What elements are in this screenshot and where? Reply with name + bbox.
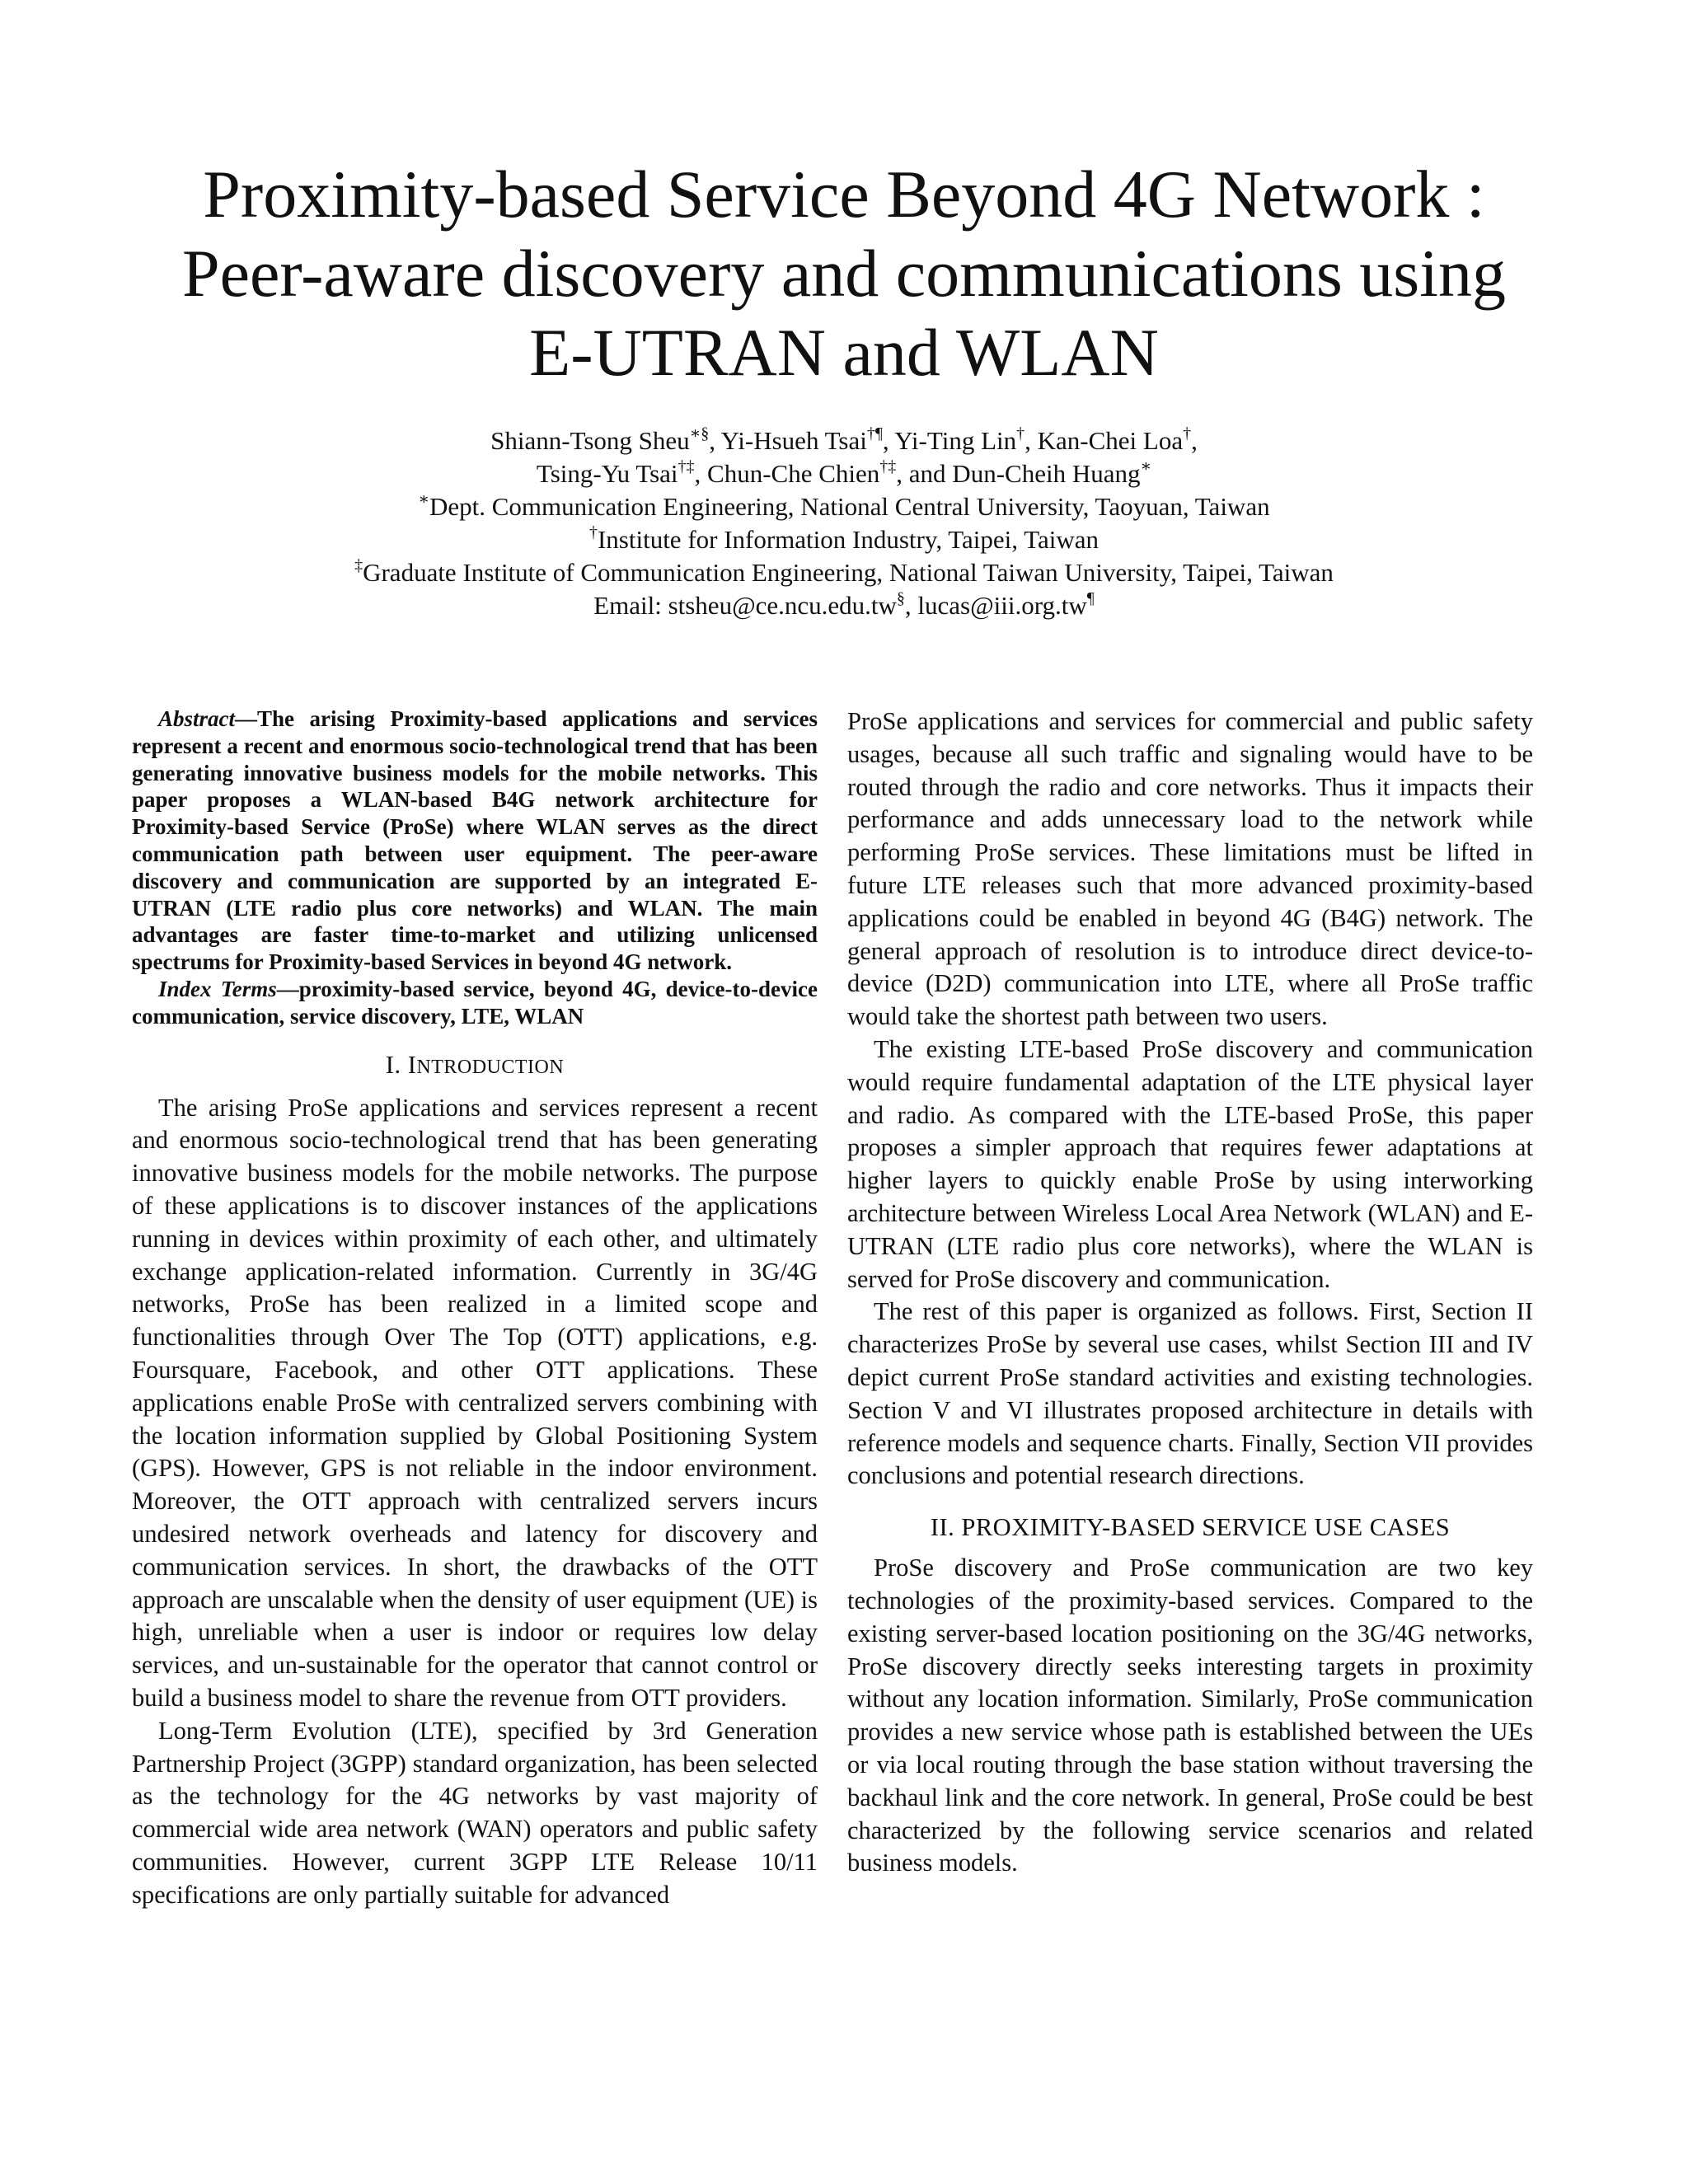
affiliation-mark: †‡ [879,457,897,476]
author-text: Email: stsheu@ce.ncu.edu.tw [593,591,897,620]
author-text: , and Dun-Cheih Huang [896,459,1141,488]
affiliation-mark: ∗ [418,490,429,509]
paragraph: Long-Term Evolution (LTE), specified by 3rd Generation Partnership Project (3GPP) standard organization, has been selected as the technology for the 4G networks by vast majority of commercial wide area network (WAN) operators and public safety communities. However, current 3GPP LTE Release 10/11 specifications are only partially suitable for advanced [132,1716,818,1909]
affiliation-mark: †¶ [866,424,883,443]
title-line: Peer-aware discovery and communications using [182,236,1506,311]
author-line [206,556,1482,589]
author-text: , [1191,426,1198,455]
paragraph: ProSe discovery and ProSe communication are two key technologies of the proximity-based services. Compared to the existing server-based location positioning on the 3G/4G networks, ProSe discovery directly seeks interesting targets in proximity without any location information. Similarly, ProSe communication provides a new service whose path is established between the UEs or via local routing through the base station without traversing the backhaul link and the core network. In general, ProSe could be best characterized by the following service scenarios and related business models. [847,1554,1533,1877]
author-text: Institute for Information Industry, Taipei, Taiwan [597,525,1100,554]
author-text: , Yi-Ting Lin [882,426,1017,455]
affiliation-mark: ‡ [354,555,363,574]
title-line: Proximity-based Service Beyond 4G Network : [203,157,1485,232]
author-line [206,523,1482,556]
left-column [132,705,818,1911]
index-terms-label: Index Terms [158,976,277,1001]
paragraph: The arising ProSe applications and services represent a recent and enormous socio-technological trend that has been generating innovative business models for the mobile networks. The purpose of these applications is to discover instances of the applications running in devices within proximity of each other, and ultimately exchange application-related information. Currently in 3G/4G networks, ProSe has been realized in a limited scope and functionalities through Over The Top (OTT) applications, e.g. Foursquare, Facebook, and other OTT applications. These applications enable ProSe with centralized servers combining with the location information supplied by Global Positioning System (GPS). However, GPS is not reliable in the indoor environment. Moreover, the OTT approach with centralized servers incurs undesired network overheads and latency for discovery and communication services. In short, the drawbacks of the OTT approach are unscalable when the density of user equipment (UE) is high, unreliable when a user is indoor or requires low delay services, and un-sustainable for the operator that cannot control or build a business model to share the revenue from OTT providers. [132,1093,818,1712]
abstract [132,705,818,976]
author-text: Dept. Communication Engineering, National Central University, Taoyuan, Taiwan [429,492,1270,521]
author-text: , lucas@iii.org.tw [904,591,1087,620]
affiliation-mark: ∗§ [689,424,710,443]
affiliation-mark: † [1183,424,1192,443]
author-block [206,424,1482,622]
author-text: , Yi-Hsueh Tsai [709,426,867,455]
paragraph: The rest of this paper is organized as follows. First, Section II characterizes ProSe by several use cases, whilst Section III and IV depict current ProSe standard activities and existing technologies. Section V and VI illustrates proposed architecture in details with reference models and sequence charts. Finally, Section VII provides conclusions and potential research directions. [847,1297,1533,1490]
author-text: Graduate Institute of Communication Engineering, National Taiwan University, Taipei, Taiwan [363,558,1334,587]
author-text: Tsing-Yu Tsai [536,459,678,488]
right-column [847,705,1533,1880]
author-line [206,457,1482,490]
author-line [206,589,1482,622]
index-terms [132,976,818,1030]
affiliation-mark: ¶ [1086,588,1095,607]
section-heading-introduction: I. INTRODUCTION [385,1050,565,1079]
index-terms-text: —proximity-based service, beyond 4G, device-to-device communication, service discovery, LTE, WLAN [132,976,818,1029]
author-text: , Chun-Che Chien [694,459,880,488]
paragraph: The existing LTE-based ProSe discovery and communication would require fundamental adaptation of the LTE physical layer and radio. As compared with the LTE-based ProSe, this paper proposes a simpler approach that requires fewer adaptations at higher layers to quickly enable ProSe by using interworking architecture between Wireless Local Area Network (WLAN) and E-UTRAN (LTE radio plus core networks), where the WLAN is served for ProSe discovery and communication. [847,1034,1533,1293]
paragraph: ProSe applications and services for commercial and public safety usages, because all such traffic and signaling would have to be routed through the radio and core networks. Thus it impacts their performance and adds unnecessary load to the network while performing ProSe services. These limitations must be lifted in future LTE releases such that more advanced proximity-based applications could be enabled in beyond 4G (B4G) network. The general approach of resolution is to introduce direct device-to-device (D2D) communication into LTE, where all ProSe traffic would take the shortest path between two users. [847,707,1533,1031]
affiliation-mark: † [588,523,598,541]
paper-title [124,155,1564,392]
affiliation-mark: †‡ [678,457,695,476]
affiliation-mark: † [1016,424,1025,443]
author-text: , Kan-Chei Loa [1025,426,1184,455]
author-line [206,490,1482,523]
affiliation-mark: § [896,588,905,607]
title-line: E-UTRAN and WLAN [529,315,1159,390]
abstract-label: Abstract [158,706,236,731]
author-line [206,424,1482,457]
section-heading-use-cases: II. PROXIMITY-BASED SERVICE USE CASES [930,1513,1451,1542]
affiliation-mark: ∗ [1140,457,1152,476]
author-text: Shiann-Tsong Sheu [490,426,690,455]
abstract-text: —The arising Proximity-based applications and services represent a recent and enormous socio-technological trend that has been generating innovative business models for the mobile networks. This paper proposes a WLAN-based B4G network architecture for Proximity-based Service (ProSe) where WLAN serves as the direct communication path between user equipment. The peer-aware discovery and communication are supported by an integrated E-UTRAN (LTE radio plus core networks) and WLAN. The main advantages are faster time-to-market and utilizing unlicensed spectrums for Proximity-based Services in beyond 4G network. [132,706,818,975]
